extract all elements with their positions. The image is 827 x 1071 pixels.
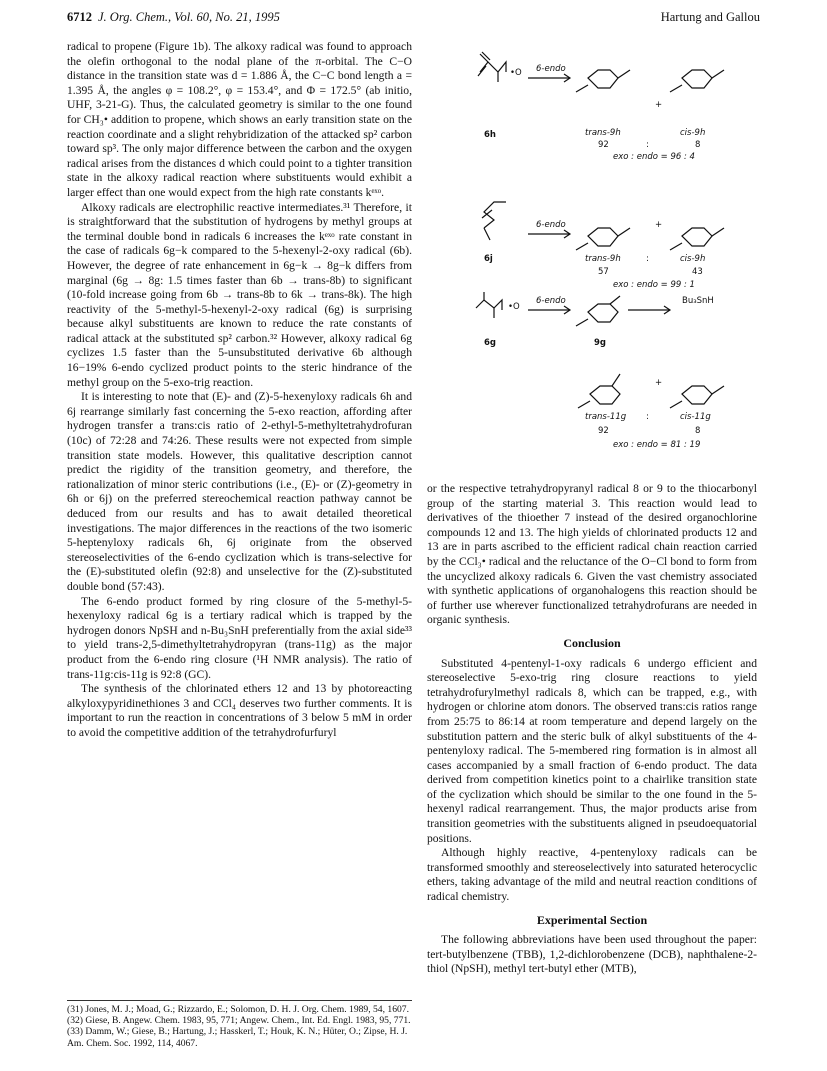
- section-title-conclusion: Conclusion: [563, 635, 621, 650]
- radical-oxygen-label: •O: [510, 68, 522, 78]
- footnote: (31) Jones, M. J.; Moad, G.; Rizzardo, E.; Solomon, D. H. J. Org. Chem. 1989, 54, 1607.: [67, 1004, 409, 1015]
- plus-sign: +: [655, 100, 663, 110]
- yield-value: 92: [598, 140, 609, 150]
- journal-citation: J. Org. Chem., Vol. 60, No. 21, 1995: [98, 10, 280, 24]
- paragraph: Substituted 4-pentenyl-1-oxy radicals 6 undergo efficient and stereoselective 5-exo-trig ring closure reactions to yield tetrahydrofurylmethyl radicals 8, which can be trapped, e.g., with hydrogen or chlorine atom donors. The observed trans:cis ratios range from 25:75 to 86:14 at room temperature and depend largely on the substitution pattern and the steric bulk of alkyl substituents of the 4-pentenyloxy radical. The 5-membered ring formation is in almost all cases accompanied by a small fraction of 6-endo product. The data derived from competition kinetics point to a chairlike transition state of the cyclization which should be similar to the one found in the 5-hexenyl radical rearrangement. Thus, the major products arise from transition geometries with the substituents aligned in pseudoequatorial positions.: [427, 656, 757, 845]
- yield-value: 8: [695, 140, 701, 150]
- header-authors: Hartung and Gallou: [660, 10, 760, 24]
- yield-value: 57: [598, 267, 609, 277]
- footnote: (32) Giese, B. Angew. Chem. 1983, 95, 771; Angew. Chem., Int. Ed. Engl. 1983, 95, 771.: [67, 1015, 411, 1027]
- structure-cis-9h-row2: [670, 228, 724, 250]
- exo-endo-ratio: exo : endo = 81 : 19: [613, 440, 701, 450]
- arrow-6endo-row3: [528, 306, 570, 314]
- exo-endo-ratio: exo : endo = 99 : 1: [613, 280, 695, 290]
- paragraph: radical to propene (Figure 1b). The alkoxy radical was found to approach the olefin orthogonal to the nodal plane of the π-orbital. The C−O distance in the transition state was d = 1.886 Å, the C−C bond length a = 1.395 Å, the angles φ = 108.2°, φ = 153.4°, and Φ = 172.5° (ab initio, UHF, 3-21-G). Thus, the calculated geometry is similar to the one found for CH₃• addition to propene, which shows an early transition state on the reaction coordinate and a slight rehybridization of the attacked sp² carbon toward sp³. The only major difference between the carbon and the oxygen radical arises from the distances d which could point to a tighter transition state in the alkoxy radical reaction where substituents would exhibit a larger effect than one would expect from the high rate constants kᵉˣᵒ.: [67, 40, 412, 199]
- reagent-label: Bu₃SnH: [682, 296, 714, 306]
- compound-label-6h: 6h: [484, 130, 496, 140]
- compound-label-cis-9h: cis-9h: [680, 128, 706, 138]
- paragraph: It is interesting to note that (E)- and (Z)-5-hexenyloxy radicals 6h and 6j rearrange similarly fast concerning the 5-exo reaction, affording after hydrogen transfer a trans:cis ratio of 2-ethyl-5-methyltetrahydrofuran (10c) of 72:28 and 74:26. These results were not expected from simple transition state models. However, this qualitative description cannot predict the rigidity of the transition geometry, and therefore, the rationalization of minor steric contributions (i.e., (E)- or (Z)-geometry in 6h or 6j) on the preferred stereochemical reaction pathway cannot be deduced from our results and has to await detailed theoretical investigations. The major differences in the reactions of the two isomeric 5-heptenyloxy radicals 6h, 6j originate from the observed stereoselectivities of the 6-endo cyclization which is trans-selective for the (E)-substituted olefin (92:8) and unselective for the (Z)-substituted double bond (57:43).: [67, 390, 412, 593]
- paragraph: The 6-endo product formed by ring closure of the 5-methyl-5-hexenyloxy radical 6g is a tertiary radical which is trapped by the hydrogen donors NpSH and n-Bu₃SnH preferentially from the axial side³³ to yield trans-2,5-dimethyltetrahydropyran (trans-11g) as the major product from the 6-endo ring closure (¹H NMR analysis). The ratio of trans-11g:cis-11g is 92:8 (GC).: [67, 594, 412, 681]
- structure-trans-9h: [576, 70, 630, 92]
- footnote: (33) Damm, W.; Giese, B.; Hartung, J.; Hasskerl, T.; Houk, K. N.; Hüter, O.; Zipse, H. J. Am. Chem. Soc. 1992, 114, 4067.: [67, 1026, 408, 1049]
- compound-label-trans-9h: trans-9h: [585, 128, 621, 138]
- arrow-bu3snh: [628, 306, 670, 314]
- yield-value: 8: [695, 426, 701, 436]
- ratio-separator: :: [646, 412, 649, 422]
- paragraph: or the respective tetrahydropyranyl radical 8 or 9 to the thiocarbonyl group of the starting material 3. This reaction would lead to derivatives of the thioether 7 instead of the desired organochlorine compounds 12 and 13. The high yields of chlorinated products 12 and 13 are in parts ascribed to the efficient radical chain reaction carried by the CCl₃• radical and the reluctance of the O−Cl bond to form from the uncyclized alkoxy radicals 6. Given the vast chemistry associated with synthetic applications of organohalogens this reaction should be of further use wherever functionalized tetrahydrofurans are needed in organic synthesis.: [427, 482, 757, 627]
- exo-endo-ratio: exo : endo = 96 : 4: [613, 152, 695, 162]
- section-title-experimental: Experimental Section: [536, 912, 648, 927]
- structure-9g: [576, 296, 620, 326]
- structure-6h: [478, 52, 506, 82]
- arrow-6endo-row1: [528, 74, 570, 82]
- ratio-separator: :: [646, 140, 649, 150]
- compound-label-9g: 9g: [594, 338, 606, 348]
- radical-oxygen-label: •O: [508, 302, 520, 312]
- left-column: [67, 40, 412, 995]
- right-column: [427, 482, 757, 1062]
- compound-label-trans-9h: trans-9h: [585, 254, 621, 264]
- footnotes: [67, 1000, 412, 1049]
- reaction-scheme: [470, 40, 760, 480]
- arrow-label: 6-endo: [536, 220, 566, 230]
- page-number: 6712: [67, 10, 92, 24]
- arrow-label: 6-endo: [536, 296, 566, 306]
- header-left: [67, 10, 280, 25]
- yield-value: 92: [598, 426, 609, 436]
- structure-cis-9h: [670, 70, 724, 92]
- arrow-6endo-row2: [528, 230, 570, 238]
- compound-label-trans-11g: trans-11g: [585, 412, 627, 422]
- structure-trans-11g: [578, 374, 620, 408]
- paragraph: Although highly reactive, 4-pentenyloxy radicals can be transformed smoothly and stereoselectively into saturated heterocyclic ethers, taking advantage of the mild and neutral reaction conditions of radical chemistry.: [427, 846, 757, 904]
- compound-label-cis-11g: cis-11g: [680, 412, 711, 422]
- compound-label-6g: 6g: [484, 338, 496, 348]
- plus-sign: +: [655, 220, 663, 230]
- structure-6g: [476, 292, 502, 318]
- compound-label-cis-9h: cis-9h: [680, 254, 706, 264]
- paragraph: Alkoxy radicals are electrophilic reactive intermediates.³¹ Therefore, it is straightforward that the substitution of hydrogens by methyl groups at the terminal double bond in radicals 6 increases the kᵉˣᵒ rate constant in the case of radicals 6g−k compared to the 5-hexenyl-2-oxy radical (6b). However, the degree of rate enhancement in 6g−k → 8g−k differs from marginal (6g → 8g: 1.5 times faster than 6b → trans-8b) to significant (10-fold increase going from 6b → trans-8b to 6k → trans-8k). The high reactivity of the 5-methyl-5-hexenyl-2-oxy radical (6g) is surprising because alkyl substituents are known to reduce the rate constants of radical attack at the substituted sp² carbon.³² However, alkoxy radical 6g cyclizes 1.5 faster than the 5-unsubstituted derivative 6b although 16−19% 6-endo cyclized product points to the steric hindrance of the methyl group on the 5-exo-trig reaction.: [67, 200, 412, 389]
- plus-sign: +: [655, 378, 663, 388]
- arrow-label: 6-endo: [536, 64, 566, 74]
- running-header: [67, 10, 760, 28]
- structure-trans-9h-row2: [576, 228, 630, 250]
- paragraph: The synthesis of the chlorinated ethers 12 and 13 by photoreacting alkyloxypyridinethiones 3 and CCl₄ deserves two further comments. It is important to run the reaction in concentrations of 3 below 5 mM in order to avoid the competitive addition of the tetrahydrofurfuryl: [67, 682, 412, 739]
- structure-cis-11g: [670, 386, 724, 408]
- paragraph: The following abbreviations have been used throughout the paper: tert-butylbenzene (TBB), 1,2-dichlorobenzene (DCB), naphthalene-2-thiol (NpSH), methyl tert-butyl ether (MTB),: [427, 933, 757, 976]
- compound-label-6j: 6j: [484, 254, 493, 264]
- structure-6j: [482, 202, 506, 240]
- yield-value: 43: [692, 267, 703, 277]
- ratio-separator: :: [646, 254, 649, 264]
